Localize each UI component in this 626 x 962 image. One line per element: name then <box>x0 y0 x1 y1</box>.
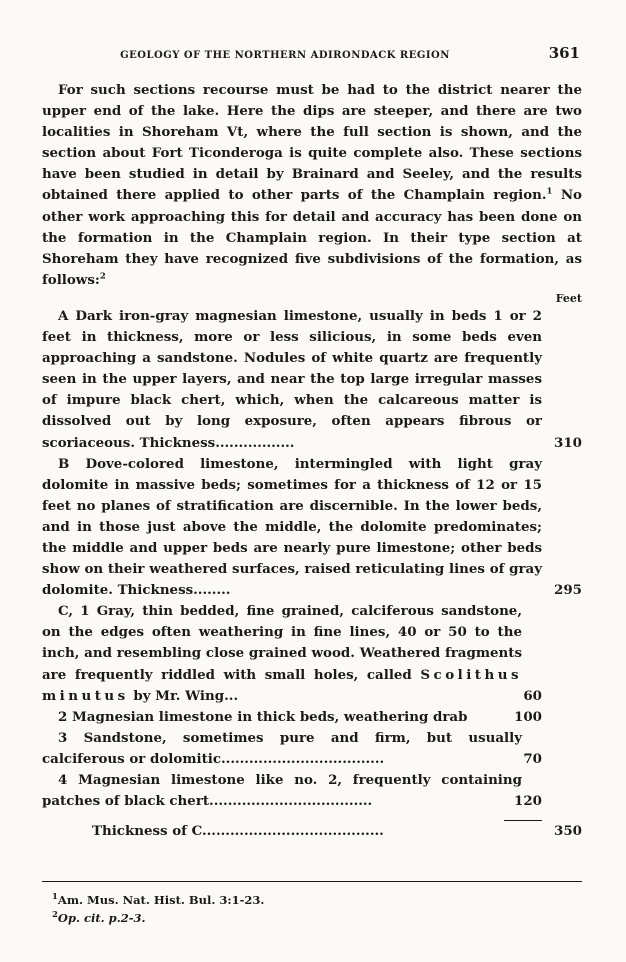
entry-c3 <box>42 728 582 770</box>
intro-text: For such sections recourse must be had to the district nearer the upper end of the lake. Here the dips are steeper, and there are two localities in Shoreham Vt, where the full section is shown, and the section about Fort Ticonderoga is quite complete also. These sections have been studied in detail by Brainard and Seeley, and the results obtained there applied to other parts of the Champlain region. <box>42 82 582 204</box>
intro-text-2: No other work approaching this for detail and accuracy has been done on the formation in the Champlain region. In their type section at Shoreham they have recognized five subdivisions of the formation, as follows: <box>42 187 582 288</box>
total-text: Thickness of C....................................... <box>92 823 384 840</box>
footnote-divider <box>42 881 582 882</box>
entry-a-text: A Dark iron-gray magnesian limestone, usually in beds 1 or 2 feet in thickness, more or less silicious, in some beds even approaching a sandstone. Nodules of white quartz are frequently seen in the upper layers, and near the top large irregular masses of impure black chert, which, when the calcareous matter is dissolved out by long exposure, often appears fibrous or scoriaceous. Thickness................. <box>42 307 542 451</box>
species-name: Scolithus minutus <box>42 666 522 704</box>
entry-c1-text-b: by Mr. Wing... <box>128 687 239 704</box>
footnote-2-text: Op. cit. p.2-3. <box>57 911 146 925</box>
footnote-ref-2: 2 <box>99 271 106 282</box>
entry-c2-value: 100 <box>514 708 542 725</box>
body-text <box>42 80 582 842</box>
running-title: GEOLOGY OF THE NORTHERN ADIRONDACK REGION <box>120 50 450 61</box>
entry-c3-text: 3 Sandstone, sometimes pure and firm, but usually calciferous or dolomitic................................... <box>42 729 522 767</box>
footnote-1-text: Am. Mus. Nat. Hist. Bul. 3:1-23. <box>57 893 265 907</box>
entry-c1 <box>42 601 582 706</box>
entry-b-value: 295 <box>554 582 582 599</box>
entry-c2-text: 2 Magnesian limestone in thick beds, weathering drab <box>58 708 468 725</box>
column-head-feet: Feet <box>555 291 582 305</box>
footnote-2-mark: 2 <box>52 910 58 921</box>
intro-paragraph <box>42 80 582 291</box>
total-value: 350 <box>554 823 582 840</box>
entry-c2 <box>42 707 582 728</box>
page-number: 361 <box>548 44 580 62</box>
footnote-1-mark: 1 <box>52 892 58 903</box>
footnote-ref-1: 1 <box>546 187 553 197</box>
footnote-1 <box>52 891 264 909</box>
entry-c4-text: 4 Magnesian limestone like no. 2, frequently containing patches of black chert................................... <box>42 772 522 810</box>
entry-c4-value: 120 <box>514 793 542 810</box>
entry-c1-text-a: C, 1 Gray, thin bedded, fine grained, calciferous sandstone, on the edges often weathering in fine lines, 40 or 50 to the inch, and resembling close grained wood. Weathered fragments are frequently riddled with small holes, called <box>42 603 522 683</box>
entry-a <box>42 306 582 454</box>
entry-a-value: 310 <box>554 434 582 451</box>
entry-b <box>42 454 582 602</box>
entry-c3-value: 70 <box>523 750 542 767</box>
footnotes <box>52 891 264 927</box>
total-line <box>42 821 582 842</box>
footnote-2 <box>52 909 264 927</box>
page-header <box>40 44 580 68</box>
entry-c1-value: 60 <box>523 687 542 704</box>
entry-c4 <box>42 770 582 812</box>
entry-b-text: B Dove-colored limestone, intermingled with light gray dolomite in massive beds; sometimes for a thickness of 12 or 15 feet no planes of stratification are discernible. In the lower beds, and in those just above the middle, the dolomite predominates; the middle and upper beds are nearly pure limestone; other beds show on their weathered surfaces, raised reticulating lines of gray dolomite. Thickness........ <box>42 455 542 599</box>
